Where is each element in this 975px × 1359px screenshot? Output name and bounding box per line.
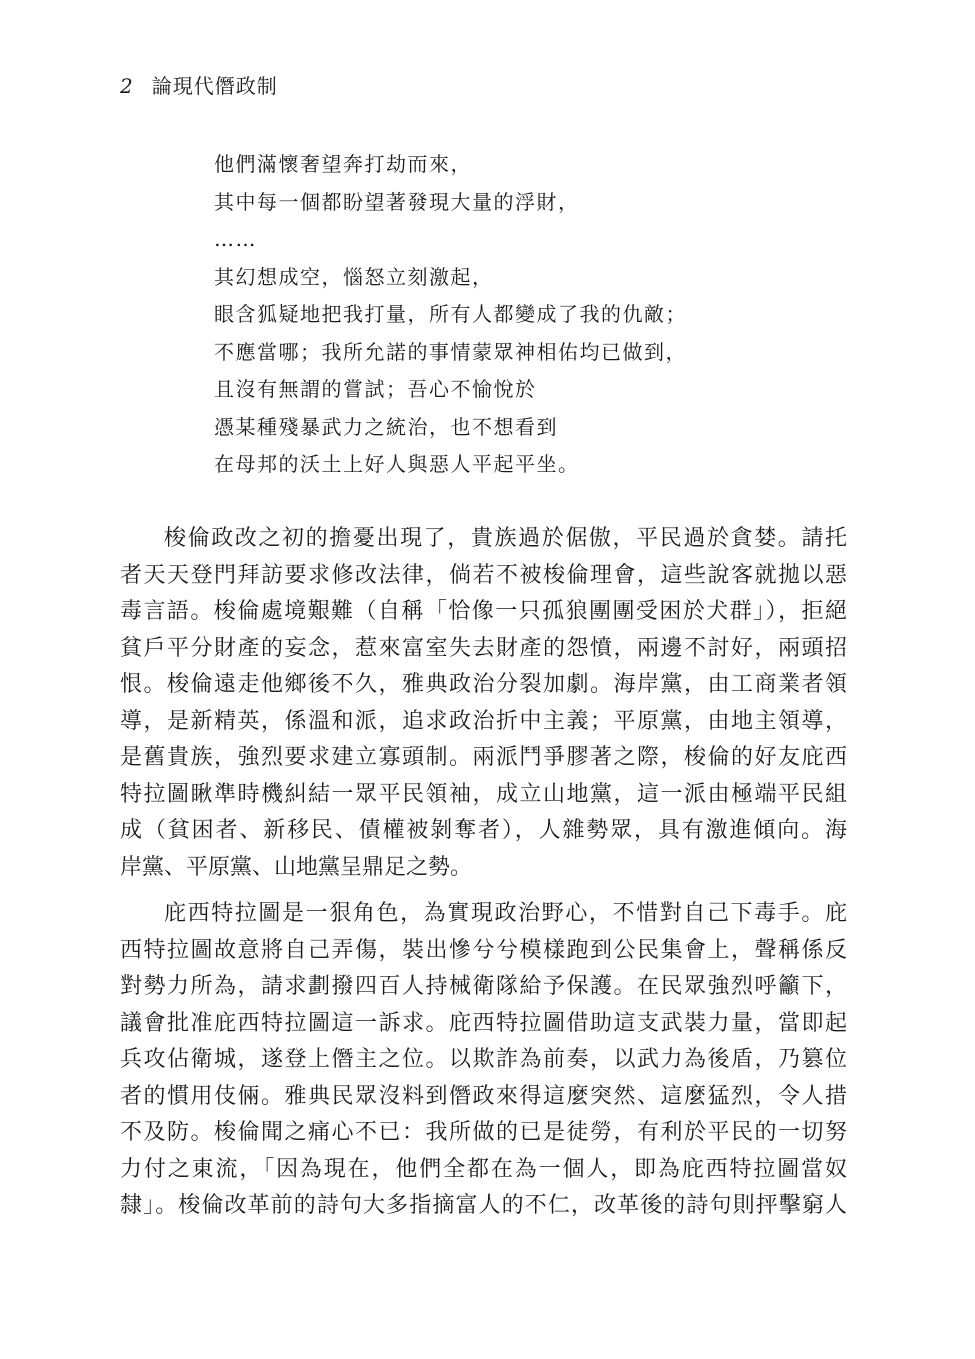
text-line: 是舊貴族，強烈要求建立寡頭制。兩派鬥爭膠著之際，梭倫的好友庇西 bbox=[120, 745, 847, 770]
text-line: 者的慣用伎倆。雅典民眾沒料到僭政來得這麼突然、這麼猛烈，令人措 bbox=[120, 1083, 847, 1109]
text-line: 毒言語。梭倫處境艱難（自稱「恰像一只孤狼團團受困於犬群」），拒絕 bbox=[120, 599, 847, 624]
running-header bbox=[120, 70, 278, 99]
poem-line: 在母邦的沃土上好人與惡人平起平坐。 bbox=[214, 452, 580, 476]
paragraph bbox=[120, 521, 847, 886]
text-line: 貧戶平分財產的妄念，惹來富室失去財產的怨憤，兩邊不討好，兩頭招 bbox=[120, 635, 847, 661]
text-line: 議會批准庇西特拉圖這一訴求。庇西特拉圖借助這支武裝力量，當即起 bbox=[120, 1010, 847, 1036]
text-line: 兵攻佔衛城，遂登上僭主之位。以欺詐為前奏，以武力為後盾，乃篡位 bbox=[120, 1047, 847, 1072]
text-line: 特拉圖瞅準時機糾結一眾平民領袖，成立山地黨，這一派由極端平民組 bbox=[120, 781, 847, 807]
text-line: 岸黨、平原黨、山地黨呈鼎足之勢。 bbox=[120, 854, 473, 880]
text-line: 成（貧困者、新移民、債權被剝奪者），人雜勢眾，具有激進傾向。海 bbox=[120, 818, 847, 843]
text-line: 不及防。梭倫聞之痛心不已：我所做的已是徒勞，有利於平民的一切努 bbox=[120, 1120, 847, 1145]
text-line: 庇西特拉圖是一狠角色，為實現政治野心，不惜對自己下毒手。庇 bbox=[164, 901, 847, 926]
poem-line: 不應當哪；我所允諾的事情蒙眾神相佑均已做到， bbox=[214, 339, 687, 364]
text-line: 力付之東流，「因為現在，他們全都在為一個人，即為庇西特拉圖當奴 bbox=[120, 1156, 847, 1182]
page-number: 2 bbox=[120, 74, 134, 98]
poem-ellipsis: …… bbox=[214, 227, 257, 251]
poem-line: 憑某種殘暴武力之統治，也不想看到 bbox=[214, 414, 558, 439]
poem-block bbox=[214, 146, 834, 484]
poem-line: 其中每一個都盼望著發現大量的浮財， bbox=[214, 189, 580, 214]
paragraph-gap bbox=[120, 886, 847, 896]
poem-line: 其幻想成空，惱怒立刻激起， bbox=[214, 264, 494, 289]
text-line: 西特拉圖故意將自己弄傷，裝出慘兮兮模樣跑到公民集會上，聲稱係反 bbox=[120, 937, 847, 963]
poem-line: 眼含狐疑地把我打量，所有人都變成了我的仇敵； bbox=[214, 302, 687, 326]
poem-line: 且沒有無謂的嘗試；吾心不愉悅於 bbox=[214, 377, 537, 401]
paragraph bbox=[120, 896, 847, 1225]
text-line: 梭倫政改之初的擔憂出現了，貴族過於倨傲，平民過於貪婪。請托 bbox=[164, 526, 847, 551]
text-line: 隸」。梭倫改革前的詩句大多指摘富人的不仁，改革後的詩句則抨擊窮人 bbox=[120, 1193, 847, 1218]
text-line: 恨。梭倫遠走他鄉後不久，雅典政治分裂加劇。海岸黨，由工商業者領 bbox=[120, 672, 847, 697]
book-title: 論現代僭政制 bbox=[151, 74, 278, 98]
body-text bbox=[120, 521, 847, 1225]
text-line: 者天天登門拜訪要求修改法律，倘若不被梭倫理會，這些說客就拋以惡 bbox=[120, 562, 847, 588]
text-line: 導，是新精英，係溫和派，追求政治折中主義；平原黨，由地主領導， bbox=[120, 708, 847, 734]
poem-line: 他們滿懷奢望奔打劫而來， bbox=[214, 152, 472, 176]
text-line: 對勢力所為，請求劃撥四百人持械衛隊給予保護。在民眾強烈呼籲下， bbox=[120, 974, 847, 999]
